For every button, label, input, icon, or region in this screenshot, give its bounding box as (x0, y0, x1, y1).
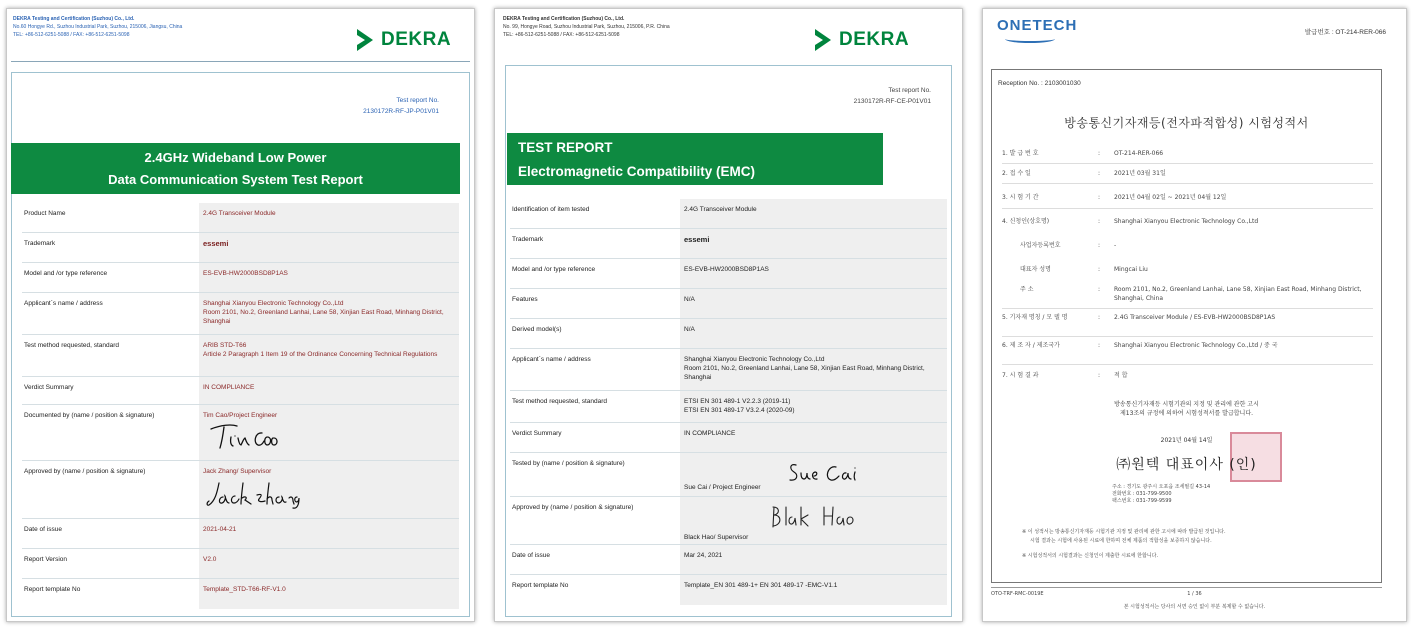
test-method-label: Test method requested, standard (512, 398, 608, 405)
verdict-label: Verdict Summary (512, 430, 562, 437)
verdict-value: IN COMPLIANCE (684, 430, 736, 437)
table-row (22, 263, 459, 293)
table-row (22, 203, 459, 233)
test-standard-2: ETSI EN 301 489-17 V3.2.4 (2020-09) (684, 407, 795, 414)
applicant-name: Shanghai Xianyou Electronic Technology Co.,Ltd (203, 300, 344, 307)
table-row (22, 233, 459, 263)
table-row (510, 391, 947, 423)
applicant-label: Applicant`s name / address (512, 356, 591, 363)
table-row (510, 289, 947, 319)
company-address: No. 99, Hongye Road, Suzhou Industrial Park, Suzhou, 215006, P.R. China (503, 24, 670, 30)
template-no-label: Report template No (512, 582, 569, 589)
applicant-value (684, 355, 941, 382)
trademark-value: essemi (203, 239, 229, 248)
issuance-statement (1022, 400, 1351, 418)
test-standard-1: ETSI EN 301 489-1 V2.2.3 (2019-11) (684, 398, 791, 405)
approved-by-value: Jack Zhang/ Supervisor (203, 468, 272, 475)
lab-address-block (503, 15, 670, 39)
verdict-label: Verdict Summary (24, 384, 74, 391)
report-number-label: Test report No. (888, 87, 931, 94)
cert-row-value: 2021년 03월 31일 (1114, 170, 1166, 177)
form-number: OTO-TRF-RMC-0019E (991, 591, 1044, 597)
applicant-name: Shanghai Xianyou Electronic Technology Co.,Ltd (684, 356, 825, 363)
cert-row-label: 2. 접 수 일 (1002, 170, 1031, 177)
table-row (22, 461, 459, 519)
table-row (22, 549, 459, 579)
date-of-issue-value: 2021-04-21 (203, 526, 237, 533)
issue-date: 2021년 04월 14일 (1160, 437, 1213, 444)
table-row (510, 349, 947, 391)
cert-row-value: 적 합 (1114, 372, 1128, 379)
table-row (510, 497, 947, 545)
date-of-issue-value: Mar 24, 2021 (684, 552, 723, 559)
signature-tim-cao (207, 421, 287, 451)
lab-address-block (13, 15, 182, 39)
report-version-label: Report Version (24, 556, 67, 563)
tested-by-label: Tested by (name / position & signature) (512, 460, 625, 467)
signature-jack-zhang (205, 477, 301, 511)
date-of-issue-label: Date of issue (512, 552, 550, 559)
trademark-label: Trademark (512, 236, 544, 243)
applicant-label: Applicant`s name / address (24, 300, 103, 307)
approved-by-label: Approved by (name / position & signature) (24, 468, 146, 475)
table-row (22, 519, 459, 549)
dekra-logo-text: DEKRA (839, 29, 910, 50)
table-row (22, 335, 459, 377)
dekra-logo-icon (355, 27, 377, 53)
report-title-banner (11, 143, 460, 194)
product-name-label: Product Name (24, 210, 66, 217)
derived-models-label: Derived model(s) (512, 326, 562, 333)
cert-row-value: Mingcai Liu (1114, 266, 1148, 273)
table-row (22, 293, 459, 335)
cert-row-value: Shanghai Xianyou Electronic Technology Co.,Ltd (1114, 218, 1259, 225)
cert-row-label: 대표자 성명 (1020, 266, 1051, 273)
table-row (510, 259, 947, 289)
test-standard-detail: Article 2 Paragraph 1 Item 19 of the Ordinance Concerning Technical Regulations (203, 351, 438, 358)
footer-note: 본 시험성적서는 당사의 서면 승인 없이 부분 복제할 수 없습니다. (1123, 604, 1266, 610)
documented-by-value: Tim Cao/Project Engineer (203, 412, 278, 419)
template-no-label: Report template No (24, 586, 81, 593)
trademark-label: Trademark (24, 240, 56, 247)
test-method-label: Test method requested, standard (24, 342, 120, 349)
report-title-line1: 2.4GHz Wideband Low Power (144, 150, 327, 165)
report-page-1 (6, 8, 475, 622)
approved-by-label: Approved by (name / position & signature) (512, 504, 634, 511)
table-row (510, 545, 947, 575)
notice-line: ※ 시험성적서의 시험결과는 신청인이 제출한 시료에 한합니다. (1022, 553, 1159, 559)
test-standard: ARIB STD-T66 (203, 342, 247, 349)
applicant-value (203, 299, 453, 326)
cert-row-value: 2.4G Transceiver Module / ES-EVB-HW2000BSD8P1AS (1114, 314, 1276, 321)
applicant-address: Room 2101, No.2, Greenland Lanhai, Lane 58, Xinjian East Road, Minhang District, Shanghai (684, 365, 925, 381)
company-address: No.60 Hongye Rd., Suzhou Industrial Park, Suzhou, 215006, Jiangsu, China (13, 24, 183, 30)
notice-line: 시험 결과는 시험에 사용된 시료에 한하며 전체 제품의 적합성을 보증하지 않습니다. (1030, 538, 1212, 544)
report-number-label: Test report No. (396, 97, 439, 104)
table-row (510, 575, 947, 605)
product-name-value: 2.4G Transceiver Module (203, 210, 276, 217)
page-number: 1 / 36 (1187, 591, 1202, 597)
cert-row-label: 주 소 (1020, 286, 1034, 293)
item-tested-label: Identification of item tested (512, 206, 590, 213)
certificate-frame: Reception No. : 2103001030 방송통신기자재등(전자파적합성) 시험성적서 1. 발 급 번 호 : OT-214-RER-066 2. 접 수 일 : 2021년 03월 31일 3. 시 험 기 간 : 2021년 04월 02일 ~ 2021년 04월 12일 4. 신청인(상호명) : Shanghai Xianyou Electronic Technology Co.,Ltd 사업자등록번호 : - 대표자 성명 : Mingcai Liu 주 소 : Room 2101, No.2, Greenland Lanhai, Lane 58, Xinjian East Road, Minhang District, Shanghai, China 5. 기자재 명칭 / 모 델 명 : 2.4G Transceiver Module / ES-EVB-HW2000BSD8P1AS 6. 제 조 자 / 제조국가 : Shanghai Xianyou Electronic Technology Co.,Ltd / 중 국 7. 시 험 결 과 : 적 합 방송통신기자재등 시험기관의 지정 및 관리에 관한 고시 제13조의 규정에 의하여 시험성적서를 발급합니다. 2021년 04월 14일 ㈜원텍 대표이사 (인) 주소 : 경기도 광주시 오포읍 조세필길 43-14 전화번호 : 031-799-9500 팩스번호 : 031-799-9599 ※ 이 성적서는 방송통신기자재등 시험기관 지정 및 관리에 관한 고시에 따라 발급된 것입니다. 시험 결과는 시험에 사용된 시료에 한하며 전체 제품의 적합성을 보증하지 않습니다. ※ 시험성적서의 시험결과는 신청인이 제출한 시료에 한합니다. (991, 69, 1382, 583)
report-number-block (267, 95, 439, 117)
statement-line: 제13조의 규정에 의하여 시험성적서를 발급합니다. (1119, 410, 1254, 417)
company-name: DEKRA Testing and Certification (Suzhou) Co., Ltd. (13, 16, 135, 22)
dekra-logo (355, 25, 451, 55)
verdict-value: IN COMPLIANCE (203, 384, 255, 391)
report-title-banner (507, 133, 883, 185)
signatory-line: ㈜원텍 대표이사 (인) (1116, 457, 1257, 473)
cert-row-value: - (1114, 242, 1117, 249)
signature-sue-cai (786, 459, 866, 487)
report-number-block (745, 85, 931, 107)
company-name: DEKRA Testing and Certification (Suzhou) Co., Ltd. (503, 16, 625, 22)
test-method-value (684, 397, 941, 415)
report-number: 2130172R-RF-JP-P01V01 (363, 108, 439, 115)
cert-row-label: 5. 기자재 명칭 / 모 델 명 (1002, 314, 1068, 321)
table-row (510, 199, 947, 229)
features-label: Features (512, 296, 538, 303)
table-row (510, 319, 947, 349)
table-row (510, 423, 947, 453)
trademark-value: essemi (684, 235, 710, 244)
report-title-line1: TEST REPORT (518, 140, 613, 155)
dekra-logo (813, 25, 909, 55)
features-value: N/A (684, 296, 695, 303)
cert-row-value: 2021년 04월 02일 ~ 2021년 04월 12일 (1114, 194, 1227, 201)
notice-block (1022, 528, 1371, 561)
template-no-value: Template_STD-T66-RF-V1.0 (203, 586, 286, 593)
report-title-line2: Electromagnetic Compatibility (EMC) (518, 164, 756, 179)
dekra-logo-icon (813, 27, 835, 53)
cert-row-value: Shanghai Xianyou Electronic Technology Co.,Ltd / 중 국 (1114, 342, 1278, 349)
contact-line: 팩스번호 : 031-799-9599 (1112, 498, 1172, 504)
cert-row-label: 3. 시 험 기 간 (1002, 194, 1039, 201)
approved-by-value: Black Hao/ Supervisor (684, 534, 749, 541)
notice-line: ※ 이 성적서는 방송통신기자재등 시험기관 지정 및 관리에 관한 고시에 따라 발급된 것입니다. (1022, 529, 1226, 535)
onetech-logo-swoosh (1005, 35, 1055, 43)
model-value: ES-EVB-HW2000BSD8P1AS (684, 266, 769, 273)
certificate-title: 방송통신기자재등(전자파적합성) 시험성적서 (1064, 116, 1309, 130)
model-label: Model and /or type reference (24, 270, 108, 277)
report-page-2 (494, 8, 963, 622)
report-version-value: V2.0 (203, 556, 217, 563)
applicant-address: Room 2101, No.2, Greenland Lanhai, Lane 58, Xinjian East Road, Minhang District, Shanghai (203, 309, 444, 325)
table-row (510, 453, 947, 497)
reception-number: Reception No. : 2103001030 (998, 80, 1081, 87)
report-page-3 (982, 8, 1407, 622)
table-row (22, 579, 459, 609)
cert-row-label: 사업자등록번호 (1020, 242, 1061, 249)
cert-row-label: 6. 제 조 자 / 제조국가 (1002, 342, 1060, 349)
company-contact: TEL: +86-512-6251-5088 / FAX: +86-512-6251-5098 (13, 32, 130, 38)
signature-black-hao (768, 503, 858, 533)
cert-row-label: 4. 신청인(상호명) (1002, 218, 1050, 225)
test-method-value (203, 341, 453, 359)
contact-line: 주소 : 경기도 광주시 오포읍 조세필길 43-14 (1112, 484, 1211, 490)
footer-divider (991, 587, 1382, 588)
table-row (22, 405, 459, 461)
documented-by-label: Documented by (name / position & signature) (24, 412, 155, 419)
dekra-logo-text: DEKRA (381, 29, 452, 50)
model-label: Model and /or type reference (512, 266, 596, 273)
statement-line: 방송통신기자재등 시험기관의 지정 및 관리에 관한 고시 (1114, 401, 1259, 408)
cert-row-value: OT-214-RER-066 (1114, 150, 1164, 157)
model-value: ES-EVB-HW2000BSD8P1AS (203, 270, 288, 277)
report-number: 2130172R-RF-CE-P01V01 (853, 98, 931, 105)
derived-models-value: N/A (684, 326, 695, 333)
header-divider (11, 61, 470, 62)
table-row (22, 377, 459, 405)
cert-row-label: 7. 시 험 결 과 (1002, 372, 1039, 379)
company-contact: TEL: +86-512-6251-5088 / FAX: +86-512-6251-5098 (503, 32, 620, 38)
cert-row-label: 1. 발 급 번 호 (1002, 150, 1039, 157)
tested-by-value: Sue Cai / Project Engineer (684, 484, 761, 491)
item-tested-value: 2.4G Transceiver Module (684, 206, 757, 213)
table-row (510, 229, 947, 259)
template-no-value: Template_EN 301 489-1+ EN 301 489-17 -EMC-V1.1 (684, 582, 838, 589)
certificate-number: 발급번호 : OT-214-RER-066 (1304, 29, 1386, 36)
report-title-line2: Data Communication System Test Report (108, 172, 363, 187)
date-of-issue-label: Date of issue (24, 526, 62, 533)
company-contact-block (1112, 484, 1210, 505)
onetech-logo: ONETECH (997, 17, 1078, 34)
cert-row-value: Room 2101, No.2, Greenland Lanhai, Lane 58, Xinjian East Road, Minhang District, Shanghai, China (1114, 286, 1362, 302)
contact-line: 전화번호 : 031-799-9500 (1112, 491, 1172, 497)
